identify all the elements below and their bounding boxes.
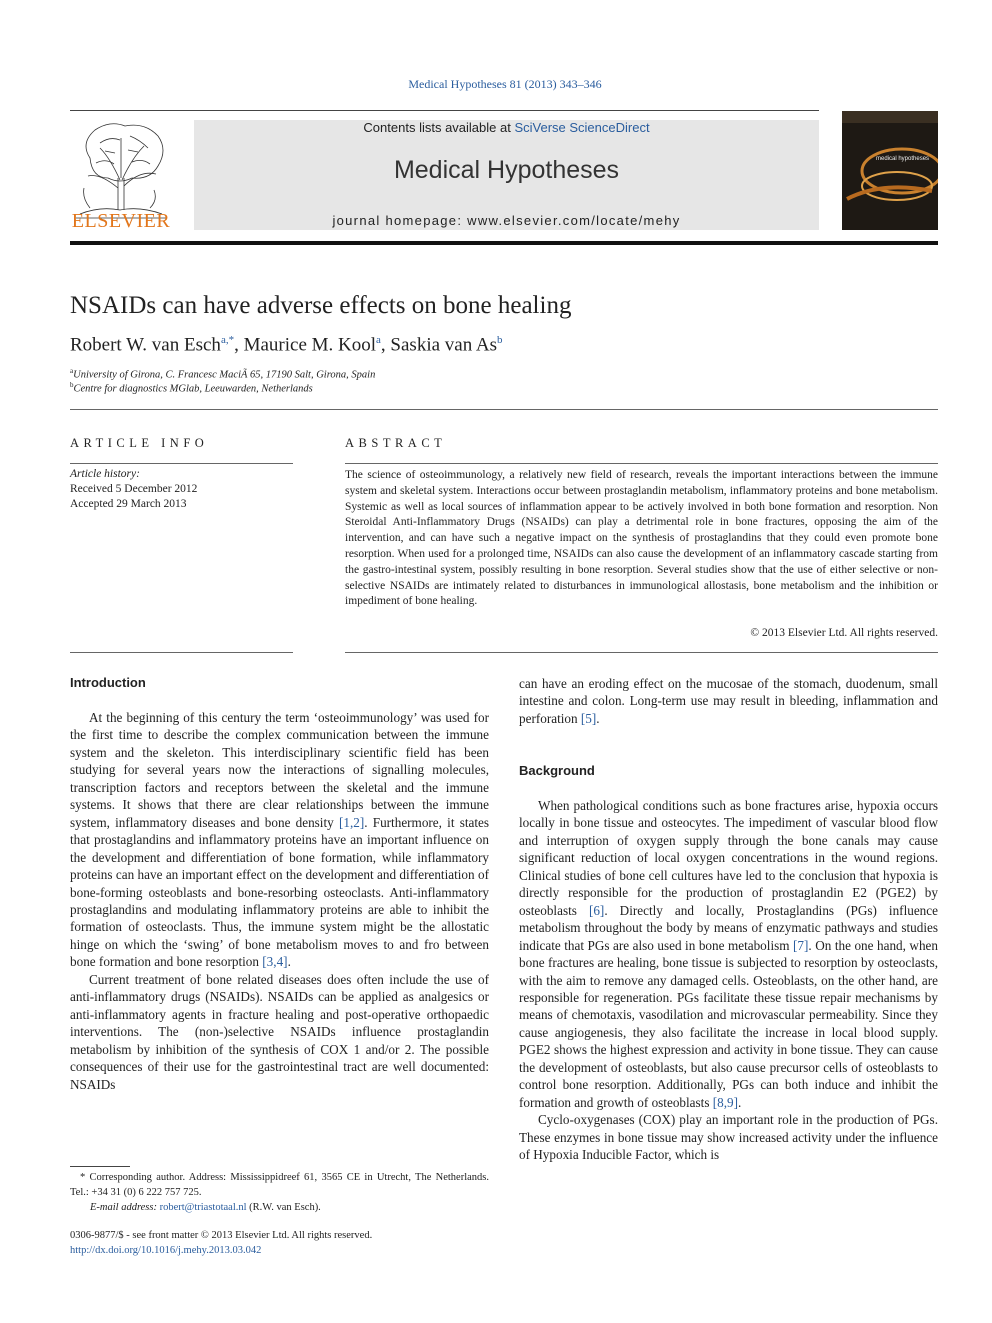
intro-paragraph-1 [70, 709, 489, 971]
footnote-rule [70, 1166, 130, 1167]
reference-link[interactable]: [7] [793, 937, 809, 953]
article-history-label: Article history: [70, 468, 140, 480]
reference-link[interactable]: [6] [588, 902, 605, 918]
info-bottom-rule [70, 652, 293, 653]
right-column-top [519, 675, 938, 727]
left-column-body [70, 709, 489, 1093]
background-heading: Background [519, 763, 595, 778]
text-run: . [596, 710, 600, 726]
abstract-heading: ABSTRACT [345, 436, 447, 450]
abstract-copyright: © 2013 Elsevier Ltd. All rights reserved. [750, 627, 938, 639]
article-info-rule [70, 463, 293, 464]
elsevier-wordmark: ELSEVIER [71, 210, 171, 232]
text-run: . [287, 954, 291, 970]
journal-citation[interactable]: Medical Hypotheses 81 (2013) 343–346 [408, 77, 602, 91]
author-affiliation-mark[interactable]: a [376, 334, 381, 346]
right-column-body [519, 797, 938, 1164]
author-affiliation-mark[interactable]: b [497, 334, 503, 346]
journal-title: Medical Hypotheses [393, 156, 620, 184]
author-name: Robert W. van Esch [70, 334, 221, 356]
sciencedirect-link[interactable]: SciVerse ScienceDirect [514, 120, 650, 135]
abstract-bottom-rule [345, 652, 938, 653]
article-info-heading: ARTICLE INFO [70, 436, 209, 450]
contents-prefix: Contents lists available at [363, 120, 515, 135]
abstract-rule [345, 463, 938, 464]
contents-line [194, 120, 819, 135]
affiliation-a [70, 367, 375, 381]
author-affiliation-mark[interactable]: a,* [220, 334, 235, 346]
author-list: Robert W. van Esch$^{a,*}$, Maurice M. Kool$^a$, Saskia van As$^b$ [70, 334, 503, 356]
continued-paragraph [519, 675, 938, 727]
accepted-date: Accepted 29 March 2013 [70, 498, 187, 510]
background-paragraph-1 [519, 797, 938, 1111]
title-divider [70, 409, 938, 410]
text-run: . [738, 1094, 742, 1110]
email-label: E-mail address: [90, 1202, 157, 1213]
introduction-heading: Introduction [70, 675, 146, 690]
journal-cover-image [842, 111, 938, 230]
cover-title: medical hypotheses [876, 156, 930, 162]
reference-link[interactable]: [5] [580, 710, 597, 726]
reference-link[interactable]: [8,9] [712, 1094, 739, 1110]
doi-link[interactable]: http://dx.doi.org/10.1016/j.mehy.2013.03.042 [70, 1245, 262, 1256]
header-thick-rule [70, 241, 938, 245]
text-run: At the beginning of this century the term ‘osteoimmunology’ was used for the first time to describe the complex communication between the immune system and the skeleton. This interdisciplinary scientific field has been studying for several years now the interactions of signalling molecules, transcription factors and receptors between the skeletal and the immune systems. It shows that there are clear relationships between the immune system, inflammatory diseases and bone density [70, 710, 489, 830]
text-run: . Furthermore, it states that prostaglandins and inflammatory proteins have an important influence on the development and differentiation of bone formation, while inflammatory proteins can have an important effect on the development and differentiation of bone-forming osteoblasts and bone-resorbing osteoclasts. Anti-inflammatory prostaglandins and modulating inflammatory proteins are able to inhibit the formation of osteoclasts. Thus, the immune system might be the allostatic hinge on which the ‘swing’ of bone metabolism moves to and fro between bone formation and bone resorption [70, 814, 489, 970]
received-date: Received 5 December 2012 [70, 483, 198, 495]
issn-line: 0306-9877/$ - see front matter © 2013 Elsevier Ltd. All rights reserved. [70, 1230, 373, 1241]
author-name: Maurice M. Kool [243, 334, 377, 356]
reference-link[interactable]: [1,2] [338, 814, 365, 830]
abstract-text: The science of osteoimmunology, a relatively new field of research, reveals the important interactions between the immune system and skeletal system. Interactions occur between prostaglandin metabolism, inflammatory proteins and bone metabolism. Systemic as well as local sources of inflammation appear to be actively involved in both bone formation and resorption. Non Steroidal Anti-Inflammatory Drugs (NSAIDs) can play a detrimental role in bone fractures, opposing the aim of the intervention, and can have such a negative impact on the synthesis of prostaglandins that they could even promote bone resorption. When used for a prolonged time, NSAIDs can also cause the development of an inflammatory cascade starting from the gastro-intestinal system, possibly resulting in bone resorption. Several studies show that the use of either selective or non-selective NSAIDs are intimately related to disturbances in immunological allostasis, bone metabolism and the inhibition or impediment of bone healing. [345, 469, 938, 608]
affiliation-mark: b [70, 381, 74, 389]
text-run: can have an eroding effect on the mucosae of the stomach, duodenum, small intestine and colon. Long-term use may result in bleeding, inflammation and perforation [519, 676, 938, 726]
affiliation-text: Centre for diagnostics MGlab, Leeuwarden, Netherlands [73, 383, 313, 395]
email-link[interactable]: robert@triastotaal.nl [159, 1202, 247, 1213]
journal-homepage[interactable]: journal homepage: www.elsevier.com/locate/mehy [332, 213, 681, 228]
article-title: NSAIDs can have adverse effects on bone healing [70, 292, 572, 319]
intro-paragraph-2: Current treatment of bone related diseases does often include the use of anti-inflammatory drugs (NSAIDs). NSAIDs can be applied as analgesics or anti-inflammatory agents in fracture healing and post-operative orthopaedic interventions. The (non-)selective NSAIDs influence prostaglandin metabolism by inhibition of the synthesis of COX 1 and/or 2. The possible consequences of their use for the gastrointestinal tract are well documented: NSAIDs [70, 971, 489, 1092]
text-run: . Directly and locally, Prostaglandins (PGs) influence metabolism throughout the body by means of enzymatic pathways and studies indicate that PGs are also used in bone metabolism [519, 902, 938, 953]
background-paragraph-2: Cyclo-oxygenases (COX) play an important role in the production of PGs. These enzymes in bone tissue may show increased activity under the influence of Hypoxia Inducible Factor, which is [519, 1112, 938, 1163]
email-note [70, 1200, 489, 1215]
abstract-body [345, 468, 938, 610]
affiliation-b [70, 381, 313, 395]
email-suffix: (R.W. van Esch). [246, 1202, 321, 1213]
affiliation-text: University of Girona, C. Francesc MaciÃ 65, 17190 Salt, Girona, Spain [73, 369, 376, 381]
affiliation-mark: a [70, 367, 74, 375]
reference-link[interactable]: [3,4] [262, 954, 288, 970]
author-name: Saskia van As [390, 334, 498, 356]
text-run: . On the one hand, when bone fractures are healing, bone tissue is subjected to resorption by osteoclasts, with the aim to remove any damaged cells. Osteoblasts, on the other hand, are responsible for regeneration. PGs facilitate these tissue repair mechanisms by means of chemotaxis, vasodilation and microvascular permeability. Since they cause angiogenesis, they also facilitate the increase in local blood supply. PGE2 shows the highest expression and activity in bone tissue. They can cause the development of osteoblasts, but also cause precursor cells of osteoblasts to control bone resorption. Additionally, PGs can both induce and inhibit the formation and growth of osteoblasts [519, 937, 939, 1110]
header-rule [70, 110, 819, 111]
cover-art-icon [842, 111, 938, 230]
text-run: When pathological conditions such as bone fractures arise, hypoxia occurs locally in bone tissue and osteocytes. The impediment of vascular blood flow and interruption of oxygen supply through the bone canals may cause significant reduction of local oxygen concentrations in the wound regions. Clinical studies of bone cell cultures have led to the conclusion that hypoxia is directly responsible for the production of prostaglandin E2 (PGE2) by osteoblasts [519, 798, 938, 918]
corresponding-author-note: * Corresponding author. Address: Mississippidreef 61, 3565 CE in Utrecht, The Netherlands. Tel.: +34 31 (0) 6 222 757 725. [70, 1172, 489, 1198]
